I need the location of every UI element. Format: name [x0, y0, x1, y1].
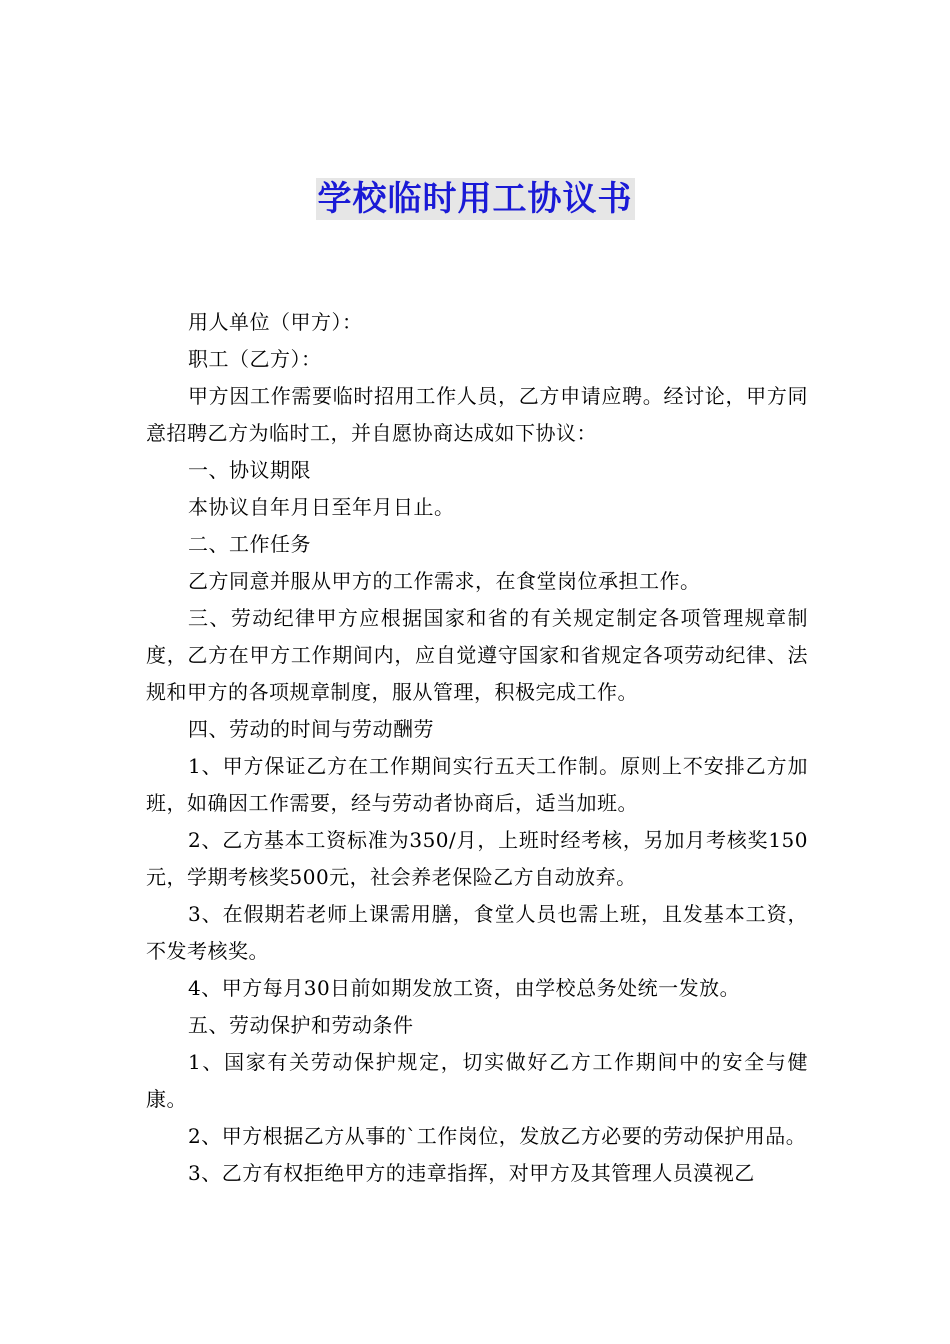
title-container — [0, 178, 950, 220]
paragraph-employee: 职工（乙方）： — [188, 347, 322, 371]
section-heading-tasks: 二、工作任务 — [188, 532, 311, 556]
section-heading-protection: 五、劳动保护和劳动条件 — [188, 1013, 414, 1037]
clause-5-2: 2、甲方根据乙方从事的`工作岗位，发放乙方必要的劳动保护用品。 — [188, 1124, 807, 1148]
document-title: 学校临时用工协议书 — [317, 179, 633, 219]
document-body — [146, 304, 808, 1192]
paragraph-discipline: 三、劳动纪律甲方应根据国家和省的有关规定制定各项管理规章制度，乙方在甲方工作期间内，应自觉遵守国家和省规定各项劳动纪律、法规和甲方的各项规章制度，服从管理，积极完成工作。 — [146, 606, 808, 704]
clause-5-1: 1、国家有关劳动保护规定，切实做好乙方工作期间中的安全与健康。 — [146, 1050, 808, 1111]
paragraph-employer: 用人单位（甲方）： — [188, 310, 363, 334]
section-heading-hours-pay: 四、劳动的时间与劳动酬劳 — [188, 717, 434, 741]
paragraph-preamble: 甲方因工作需要临时招用工作人员，乙方申请应聘。经讨论，甲方同意招聘乙方为临时工，并自愿协商达成如下协议： — [146, 384, 808, 445]
clause-4-1: 1、甲方保证乙方在工作期间实行五天工作制。原则上不安排乙方加班，如确因工作需要，经与劳动者协商后，适当加班。 — [146, 754, 808, 815]
section-heading-term: 一、协议期限 — [188, 458, 311, 482]
clause-4-4: 4、甲方每月30日前如期发放工资，由学校总务处统一发放。 — [188, 976, 741, 1000]
paragraph-tasks: 乙方同意并服从甲方的工作需求，在食堂岗位承担工作。 — [188, 569, 701, 593]
clause-4-2: 2、乙方基本工资标准为350/月，上班时经考核，另加月考核奖150元，学期考核奖500元，社会养老保险乙方自动放弃。 — [146, 828, 808, 889]
clause-5-3: 3、乙方有权拒绝甲方的违章指挥，对甲方及其管理人员漠视乙 — [188, 1161, 755, 1185]
paragraph-term: 本协议自年月日至年月日止。 — [188, 495, 455, 519]
clause-4-3: 3、在假期若老师上课需用膳，食堂人员也需上班，且发基本工资，不发考核奖。 — [146, 902, 808, 963]
